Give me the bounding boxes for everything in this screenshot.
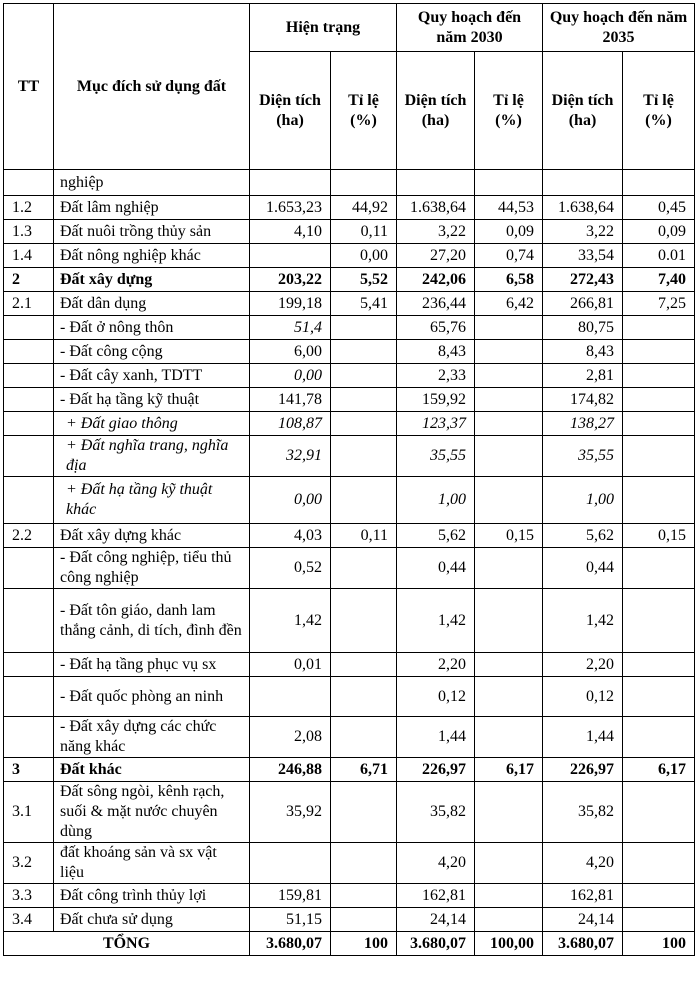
total-cell: 100 — [623, 932, 695, 956]
total-cell: 3.680,07 — [250, 932, 331, 956]
table-cell — [331, 653, 397, 677]
row-number — [4, 589, 54, 653]
table-cell: 2,33 — [397, 364, 475, 388]
table-cell: 0,00 — [250, 477, 331, 524]
table-cell: 4,20 — [543, 843, 623, 884]
col-header-tt: TT — [4, 4, 54, 170]
table-cell: 159,81 — [250, 884, 331, 908]
total-cell: 100,00 — [475, 932, 543, 956]
row-label: nghiệp — [54, 170, 250, 196]
table-cell: 0,44 — [397, 548, 475, 589]
table-cell: 0,09 — [475, 220, 543, 244]
table-cell — [475, 548, 543, 589]
table-cell: 266,81 — [543, 292, 623, 316]
land-use-table — [3, 3, 695, 956]
table-cell — [331, 589, 397, 653]
table-cell — [331, 412, 397, 436]
table-cell — [331, 717, 397, 758]
table-cell: 1,42 — [543, 589, 623, 653]
row-label: Đất khác — [54, 758, 250, 782]
table-cell: 4,20 — [397, 843, 475, 884]
table-cell: 226,97 — [543, 758, 623, 782]
table-cell — [397, 170, 475, 196]
table-cell — [475, 388, 543, 412]
row-number: 1.4 — [4, 244, 54, 268]
table-row — [4, 782, 695, 843]
row-number: 2.1 — [4, 292, 54, 316]
row-label: - Đất công cộng — [54, 340, 250, 364]
table-cell: 5,41 — [331, 292, 397, 316]
total-cell: 100 — [331, 932, 397, 956]
table-cell: 24,14 — [543, 908, 623, 932]
col-header-ratio: Tỉ lệ (%) — [331, 52, 397, 170]
table-cell: 6,58 — [475, 268, 543, 292]
table-cell — [250, 843, 331, 884]
row-number — [4, 412, 54, 436]
row-number: 1.2 — [4, 196, 54, 220]
row-number: 3.4 — [4, 908, 54, 932]
col-header-current: Hiện trạng — [250, 4, 397, 52]
row-number: 2.2 — [4, 524, 54, 548]
row-label: - Đất quốc phòng an ninh — [54, 677, 250, 717]
table-cell: 3,22 — [543, 220, 623, 244]
row-label: + Đất giao thông — [54, 412, 250, 436]
table-row — [4, 843, 695, 884]
table-cell: 7,40 — [623, 268, 695, 292]
table-row — [4, 364, 695, 388]
table-cell — [475, 677, 543, 717]
table-cell: 162,81 — [397, 884, 475, 908]
table-cell — [623, 436, 695, 477]
table-cell: 174,82 — [543, 388, 623, 412]
table-cell: 24,14 — [397, 908, 475, 932]
table-cell — [623, 677, 695, 717]
table-cell: 123,37 — [397, 412, 475, 436]
table-cell: 35,55 — [543, 436, 623, 477]
table-cell: 8,43 — [397, 340, 475, 364]
table-cell — [331, 908, 397, 932]
table-cell — [623, 477, 695, 524]
table-cell: 35,55 — [397, 436, 475, 477]
table-cell: 0,12 — [543, 677, 623, 717]
table-cell: 0,52 — [250, 548, 331, 589]
table-cell — [331, 436, 397, 477]
table-cell: 0,11 — [331, 220, 397, 244]
row-label: + Đất hạ tầng kỹ thuật khác — [54, 477, 250, 524]
table-cell: 0,74 — [475, 244, 543, 268]
table-row — [4, 340, 695, 364]
row-number — [4, 170, 54, 196]
table-cell: 6,71 — [331, 758, 397, 782]
row-number: 1.3 — [4, 220, 54, 244]
col-header-ratio: Tỉ lệ (%) — [475, 52, 543, 170]
table-cell: 80,75 — [543, 316, 623, 340]
table-cell: 8,43 — [543, 340, 623, 364]
table-cell — [250, 244, 331, 268]
row-label: Đất nông nghiệp khác — [54, 244, 250, 268]
table-row — [4, 717, 695, 758]
table-cell — [475, 340, 543, 364]
row-label: - Đất cây xanh, TDTT — [54, 364, 250, 388]
table-cell — [623, 412, 695, 436]
table-cell: 3,22 — [397, 220, 475, 244]
table-cell: 246,88 — [250, 758, 331, 782]
table-cell — [475, 717, 543, 758]
table-cell: 272,43 — [543, 268, 623, 292]
table-cell: 242,06 — [397, 268, 475, 292]
table-cell: 1,44 — [397, 717, 475, 758]
table-cell: 65,76 — [397, 316, 475, 340]
row-number — [4, 340, 54, 364]
row-number: 3.3 — [4, 884, 54, 908]
table-cell: 5,62 — [543, 524, 623, 548]
table-cell: 2,81 — [543, 364, 623, 388]
row-label: + Đất nghĩa trang, nghĩa địa — [54, 436, 250, 477]
row-label: - Đất hạ tầng kỹ thuật — [54, 388, 250, 412]
row-label: - Đất xây dựng các chức năng khác — [54, 717, 250, 758]
row-number — [4, 548, 54, 589]
row-label: - Đất tôn giáo, danh lam thắng cảnh, di tích, đình đền — [54, 589, 250, 653]
table-cell — [331, 677, 397, 717]
table-cell: 141,78 — [250, 388, 331, 412]
table-cell — [331, 548, 397, 589]
table-cell: 108,87 — [250, 412, 331, 436]
table-cell: 44,92 — [331, 196, 397, 220]
table-cell — [623, 170, 695, 196]
table-cell — [475, 589, 543, 653]
row-label: Đất lâm nghiệp — [54, 196, 250, 220]
table-row — [4, 436, 695, 477]
table-cell: 1,42 — [250, 589, 331, 653]
col-header-area: Diện tích (ha) — [250, 52, 331, 170]
col-header-2035: Quy hoạch đến năm 2035 — [543, 4, 695, 52]
table-cell: 2,20 — [397, 653, 475, 677]
row-label: - Đất ở nông thôn — [54, 316, 250, 340]
table-cell: 159,92 — [397, 388, 475, 412]
table-cell: 4,03 — [250, 524, 331, 548]
table-row — [4, 316, 695, 340]
table-cell — [475, 477, 543, 524]
row-number — [4, 436, 54, 477]
table-cell — [623, 653, 695, 677]
table-cell: 1.638,64 — [543, 196, 623, 220]
table-row — [4, 292, 695, 316]
table-row — [4, 548, 695, 589]
table-cell — [623, 548, 695, 589]
table-row — [4, 908, 695, 932]
row-label: Đất xây dựng — [54, 268, 250, 292]
table-cell: 6,00 — [250, 340, 331, 364]
table-cell: 1,00 — [543, 477, 623, 524]
row-number — [4, 653, 54, 677]
table-row — [4, 412, 695, 436]
col-header-purpose: Mục đích sử dụng đất — [54, 4, 250, 170]
table-cell: 51,15 — [250, 908, 331, 932]
total-label: TỔNG — [4, 932, 250, 956]
table-cell — [543, 170, 623, 196]
table-cell: 35,82 — [543, 782, 623, 843]
row-number: 3 — [4, 758, 54, 782]
row-number — [4, 364, 54, 388]
row-label: Đất công trình thủy lợi — [54, 884, 250, 908]
table-row — [4, 244, 695, 268]
table-cell — [623, 589, 695, 653]
table-cell: 6,17 — [623, 758, 695, 782]
table-cell: 44,53 — [475, 196, 543, 220]
table-row — [4, 589, 695, 653]
table-cell: 0,15 — [475, 524, 543, 548]
table-cell: 5,62 — [397, 524, 475, 548]
row-label: Đất dân dụng — [54, 292, 250, 316]
table-cell — [250, 170, 331, 196]
table-row — [4, 758, 695, 782]
table-cell — [475, 653, 543, 677]
table-cell — [331, 782, 397, 843]
row-label: Đất sông ngòi, kênh rạch, suối & mặt nước chuyên dùng — [54, 782, 250, 843]
table-cell — [623, 782, 695, 843]
table-row — [4, 268, 695, 292]
row-number — [4, 316, 54, 340]
table-cell — [331, 364, 397, 388]
row-label: Đất xây dựng khác — [54, 524, 250, 548]
table-row — [4, 170, 695, 196]
table-cell: 0,01 — [250, 653, 331, 677]
table-cell: 35,92 — [250, 782, 331, 843]
table-cell — [475, 884, 543, 908]
table-cell — [331, 388, 397, 412]
table-cell — [475, 170, 543, 196]
table-row — [4, 220, 695, 244]
table-cell: 199,18 — [250, 292, 331, 316]
row-number — [4, 717, 54, 758]
table-cell — [623, 717, 695, 758]
row-number: 2 — [4, 268, 54, 292]
table-cell — [475, 364, 543, 388]
table-cell — [623, 884, 695, 908]
row-label: - Đất hạ tầng phục vụ sx — [54, 653, 250, 677]
table-cell — [623, 364, 695, 388]
table-cell — [331, 843, 397, 884]
table-cell — [623, 340, 695, 364]
table-cell: 203,22 — [250, 268, 331, 292]
total-cell: 3.680,07 — [543, 932, 623, 956]
table-cell: 33,54 — [543, 244, 623, 268]
table-cell: 1,44 — [543, 717, 623, 758]
table-row — [4, 884, 695, 908]
table-cell: 162,81 — [543, 884, 623, 908]
table-cell — [331, 316, 397, 340]
col-header-area: Diện tích (ha) — [397, 52, 475, 170]
table-cell: 0,09 — [623, 220, 695, 244]
table-cell: 7,25 — [623, 292, 695, 316]
table-row — [4, 653, 695, 677]
table-cell — [475, 412, 543, 436]
row-number — [4, 388, 54, 412]
table-cell — [475, 436, 543, 477]
table-cell: 5,52 — [331, 268, 397, 292]
table-cell — [623, 843, 695, 884]
table-row — [4, 677, 695, 717]
table-cell: 0,00 — [250, 364, 331, 388]
row-number — [4, 677, 54, 717]
table-cell — [623, 908, 695, 932]
total-row — [4, 932, 695, 956]
table-row — [4, 196, 695, 220]
table-cell — [623, 388, 695, 412]
row-label: đất khoáng sản và sx vật liệu — [54, 843, 250, 884]
table-cell — [475, 908, 543, 932]
table-cell: 35,82 — [397, 782, 475, 843]
table-cell: 1.653,23 — [250, 196, 331, 220]
table-cell: 1.638,64 — [397, 196, 475, 220]
table-cell: 1,00 — [397, 477, 475, 524]
table-cell — [331, 477, 397, 524]
table-cell — [475, 843, 543, 884]
table-cell: 236,44 — [397, 292, 475, 316]
total-cell: 3.680,07 — [397, 932, 475, 956]
table-cell: 226,97 — [397, 758, 475, 782]
table-row — [4, 524, 695, 548]
row-number — [4, 477, 54, 524]
table-cell: 138,27 — [543, 412, 623, 436]
table-cell: 6,42 — [475, 292, 543, 316]
table-cell: 2,08 — [250, 717, 331, 758]
table-cell — [475, 316, 543, 340]
table-cell: 0,15 — [623, 524, 695, 548]
table-cell: 0,45 — [623, 196, 695, 220]
table-cell — [623, 316, 695, 340]
table-cell — [250, 677, 331, 717]
table-cell — [475, 782, 543, 843]
table-row — [4, 477, 695, 524]
table-cell: 0,11 — [331, 524, 397, 548]
table-cell: 0,44 — [543, 548, 623, 589]
table-cell: 6,17 — [475, 758, 543, 782]
col-header-ratio: Tỉ lệ (%) — [623, 52, 695, 170]
row-number: 3.1 — [4, 782, 54, 843]
table-cell: 27,20 — [397, 244, 475, 268]
table-cell: 0,12 — [397, 677, 475, 717]
table-cell: 51,4 — [250, 316, 331, 340]
table-cell: 1,42 — [397, 589, 475, 653]
table-cell: 2,20 — [543, 653, 623, 677]
row-number: 3.2 — [4, 843, 54, 884]
col-header-area: Diện tích (ha) — [543, 52, 623, 170]
table-cell: 0,00 — [331, 244, 397, 268]
row-label: Đất nuôi trồng thủy sản — [54, 220, 250, 244]
table-row — [4, 388, 695, 412]
row-label: - Đất công nghiệp, tiểu thủ công nghiệp — [54, 548, 250, 589]
table-cell — [331, 340, 397, 364]
table-cell: 4,10 — [250, 220, 331, 244]
row-label: Đất chưa sử dụng — [54, 908, 250, 932]
table-cell: 0.01 — [623, 244, 695, 268]
col-header-2030: Quy hoạch đến năm 2030 — [397, 4, 543, 52]
table-cell — [331, 884, 397, 908]
table-cell — [331, 170, 397, 196]
table-cell: 32,91 — [250, 436, 331, 477]
